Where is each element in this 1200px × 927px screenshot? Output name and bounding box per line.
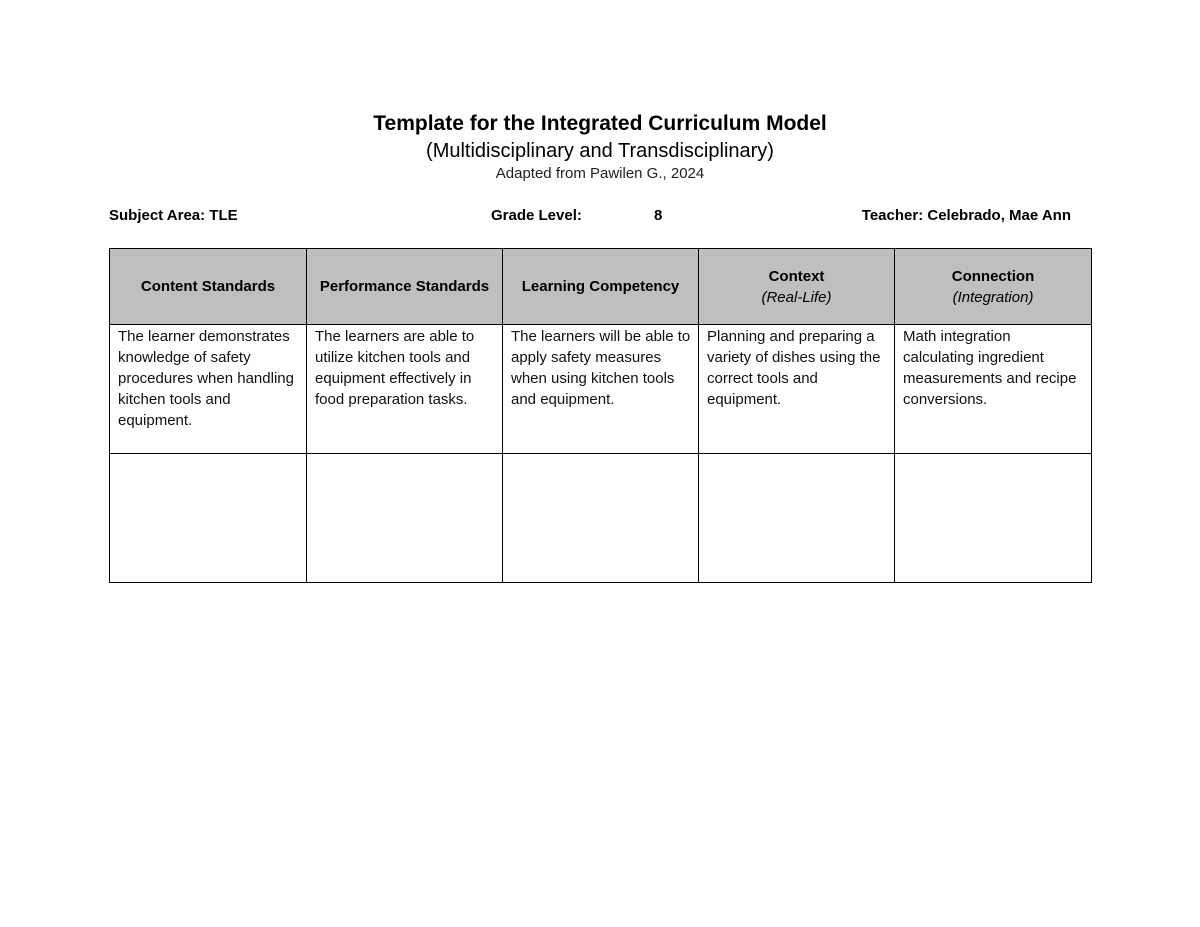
cell-context [699, 454, 895, 583]
column-sublabel: (Integration) [952, 288, 1034, 306]
column-label: Content Standards [140, 278, 276, 295]
column-label: Learning Competency [521, 278, 680, 295]
teacher-name: Teacher: Celebrado, Mae Ann [861, 207, 1071, 224]
cell-connection [895, 454, 1092, 583]
cell-content-standards [110, 454, 307, 583]
title-block [0, 110, 1200, 184]
header-connection [895, 249, 1092, 325]
column-label: Performance Standards [319, 278, 490, 295]
meta-row [109, 207, 1089, 229]
cell-connection: Math integration calculating ingredient measurements and recipe conversions. [895, 325, 1092, 454]
table-row [110, 454, 1092, 583]
document-subtitle: (Multidisciplinary and Transdisciplinary) [426, 140, 774, 162]
column-label: Context [768, 267, 825, 285]
header-content-standards [110, 249, 307, 325]
header-learning-competency [503, 249, 699, 325]
column-label: Connection [951, 267, 1035, 285]
header-context [699, 249, 895, 325]
table-row [110, 325, 1092, 454]
cell-content-standards: The learner demonstrates knowledge of safety procedures when handling kitchen tools and equipment. [110, 325, 307, 454]
cell-performance-standards: The learners are able to utilize kitchen tools and equipment effectively in food preparation tasks. [307, 325, 503, 454]
header-performance-standards [307, 249, 503, 325]
subject-area: Subject Area: TLE [109, 207, 238, 224]
cell-learning-competency: The learners will be able to apply safety measures when using kitchen tools and equipment. [503, 325, 699, 454]
document-title: Template for the Integrated Curriculum Model [373, 112, 827, 135]
column-sublabel: (Real-Life) [761, 288, 832, 306]
cell-learning-competency [503, 454, 699, 583]
table-header-row [110, 249, 1092, 325]
cell-performance-standards [307, 454, 503, 583]
cell-context: Planning and preparing a variety of dishes using the correct tools and equipment. [699, 325, 895, 454]
curriculum-table [109, 248, 1092, 583]
grade-level-value: 8 [654, 207, 663, 224]
grade-level-label: Grade Level: [491, 207, 582, 224]
adapted-from-note: Adapted from Pawilen G., 2024 [495, 165, 705, 182]
